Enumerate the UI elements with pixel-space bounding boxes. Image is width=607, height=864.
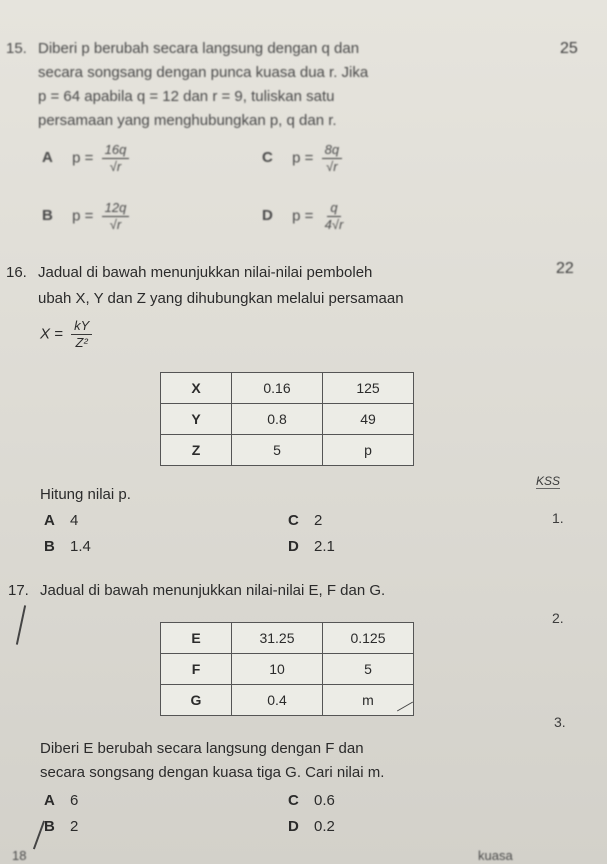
q16-option-a[interactable] (44, 512, 78, 529)
fraction-denominator: √r (109, 159, 122, 174)
fraction-numerator: 16q (102, 142, 130, 159)
fraction-numerator: q (327, 200, 340, 217)
table-row (161, 435, 414, 466)
option-letter: C (288, 792, 299, 809)
q17-number: 17. (8, 582, 29, 599)
option-fraction (322, 142, 342, 175)
q15-option-b[interactable] (42, 200, 129, 233)
q17-line1: Jadual di bawah menunjukkan nilai-nilai E, F dan G. (40, 582, 386, 599)
q16-number: 16. (6, 264, 27, 281)
option-letter: D (262, 207, 273, 225)
option-value: 2 (70, 818, 79, 835)
table-cell: 0.8 (232, 404, 323, 435)
option-letter: A (44, 792, 55, 809)
q17-line3: secara songsang dengan kuasa tiga G. Cari nilai m. (40, 764, 385, 781)
option-letter: C (288, 512, 299, 529)
option-lhs: p = (72, 207, 94, 225)
q15-option-d[interactable] (262, 200, 346, 233)
q15-number: 15. (6, 40, 27, 57)
option-value: 0.2 (314, 818, 335, 835)
table-row (161, 404, 414, 435)
table-row (161, 685, 414, 716)
table-cell: m (323, 685, 414, 716)
option-fraction (322, 200, 347, 233)
table-cell: 5 (232, 435, 323, 466)
option-fraction (102, 142, 130, 175)
table-cell: 10 (232, 654, 323, 685)
q18-fragment: kuasa (478, 848, 513, 863)
option-value: 2 (314, 512, 323, 529)
pen-stroke (33, 821, 45, 850)
q17-option-d[interactable] (288, 818, 335, 835)
option-letter: A (42, 149, 53, 167)
table-cell: 0.16 (232, 373, 323, 404)
q16-line2: ubah X, Y dan Z yang dihubungkan melalui persamaan (38, 290, 404, 307)
table-cell: 49 (323, 404, 414, 435)
option-letter: B (44, 818, 55, 835)
table-cell: 0.4 (232, 685, 323, 716)
table-cell: X (161, 373, 232, 404)
option-letter: B (42, 207, 53, 225)
option-value: 4 (70, 512, 79, 529)
option-letter: C (262, 149, 273, 167)
table-cell: Y (161, 404, 232, 435)
fraction-numerator: kY (71, 318, 92, 335)
table-row (161, 623, 414, 654)
table-row (161, 654, 414, 685)
q16-option-b[interactable] (44, 538, 91, 555)
margin-note-mid: 22 (556, 260, 574, 277)
margin-number-2: 2. (552, 610, 564, 626)
q16-option-c[interactable] (288, 512, 322, 529)
option-value: 1.4 (70, 538, 91, 555)
q15-line1: Diberi p berubah secara langsung dengan q dan (38, 40, 360, 57)
fraction-numerator: 8q (322, 142, 342, 159)
table-cell: Z (161, 435, 232, 466)
q18-number: 18 (12, 848, 27, 863)
option-letter: A (44, 512, 55, 529)
fraction-numerator: 12q (102, 200, 130, 217)
table-cell: 125 (323, 373, 414, 404)
table-row (161, 373, 414, 404)
q15-line3: p = 64 apabila q = 12 dan r = 9, tuliskan satu (38, 88, 335, 105)
q16-table (160, 372, 414, 466)
margin-kss-label: KSS (536, 474, 561, 488)
option-fraction (102, 200, 130, 233)
pen-stroke (16, 605, 26, 645)
table-cell: G (161, 685, 232, 716)
q16-line1: Jadual di bawah menunjukkan nilai-nilai pemboleh (38, 264, 373, 281)
table-cell: p (323, 435, 414, 466)
q15-option-a[interactable] (42, 142, 129, 175)
fraction-denominator: √r (109, 217, 122, 232)
option-lhs: p = (292, 149, 314, 167)
table-cell: F (161, 654, 232, 685)
q15-option-c[interactable] (262, 142, 342, 175)
q17-line2: Diberi E berubah secara langsung dengan F dan (40, 740, 364, 757)
q17-option-b[interactable] (44, 818, 78, 835)
option-value: 0.6 (314, 792, 335, 809)
q16-option-d[interactable] (288, 538, 335, 555)
table-cell: 5 (323, 654, 414, 685)
table-cell: E (161, 623, 232, 654)
fraction-denominator: √r (326, 159, 338, 174)
q17-option-a[interactable] (44, 792, 78, 809)
margin-note-top: 25 (560, 40, 578, 57)
option-value: 6 (70, 792, 79, 809)
q17-option-c[interactable] (288, 792, 335, 809)
equation-fraction (71, 318, 92, 351)
q16-prompt: Hitung nilai p. (40, 486, 131, 503)
q16-equation (40, 318, 92, 351)
table-cell: 0.125 (323, 623, 414, 654)
table-cell: 31.25 (232, 623, 323, 654)
option-letter: D (288, 538, 299, 555)
option-letter: B (44, 538, 55, 555)
equation-lhs: X = (40, 325, 63, 343)
q15-line2: secara songsang dengan punca kuasa dua r. Jika (38, 64, 369, 81)
option-lhs: p = (292, 207, 314, 225)
option-value: 2.1 (314, 538, 335, 555)
margin-number-3: 3. (554, 714, 566, 730)
margin-number-1: 1. (552, 510, 564, 526)
option-lhs: p = (72, 149, 94, 167)
fraction-denominator: Z² (75, 335, 88, 350)
fraction-denominator: 4√r (324, 217, 344, 232)
q15-line4: persamaan yang menghubungkan p, q dan r. (38, 112, 337, 129)
q17-table (160, 622, 414, 716)
option-letter: D (288, 818, 299, 835)
